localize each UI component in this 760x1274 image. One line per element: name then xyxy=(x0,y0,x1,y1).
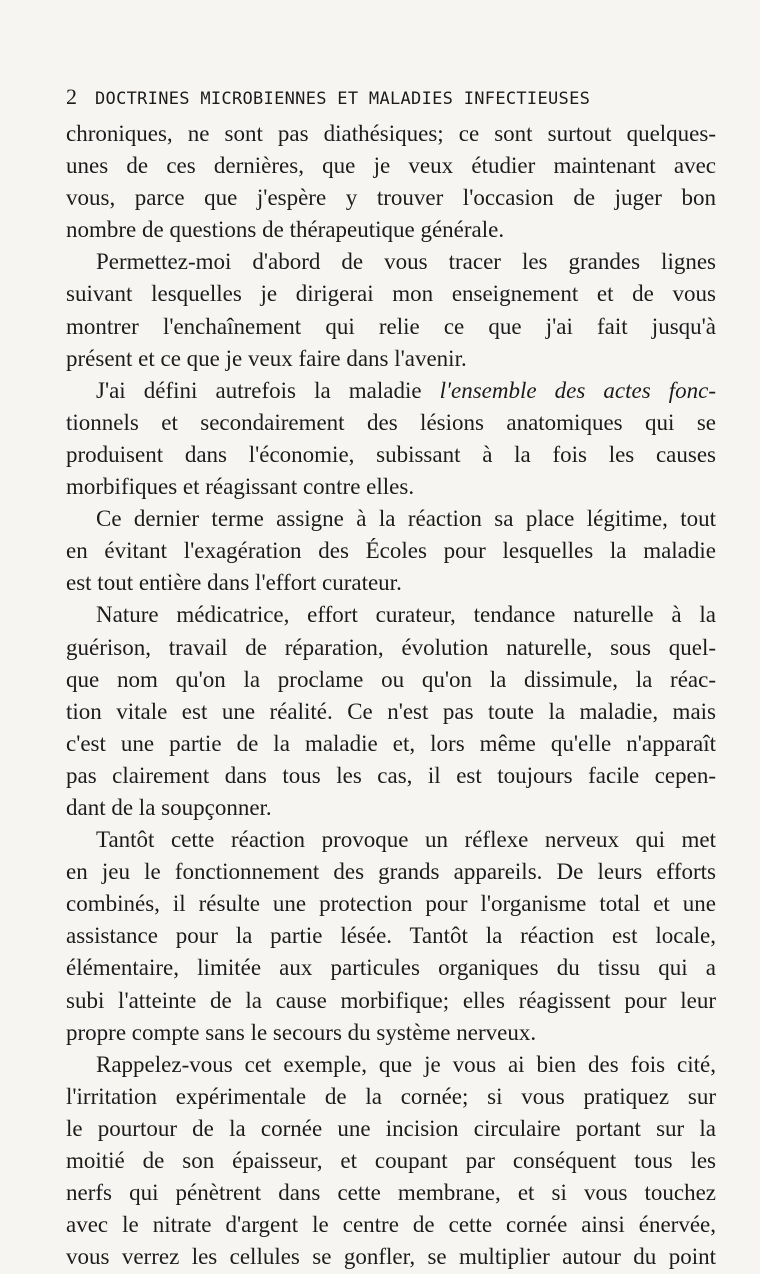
text-line: tion vitale est une réalité. Ce n'est pas toute la maladie, mais xyxy=(66,698,716,724)
text-line: nombre de questions de thérapeutique générale. xyxy=(66,217,505,243)
text-line: assistance pour la partie lésée. Tantôt la réaction est locale, xyxy=(66,923,716,949)
text-line: c'est une partie de la maladie et, lors même qu'elle n'apparaît xyxy=(66,730,716,756)
text-line: Rappelez-vous cet exemple, que je vous ai bien des fois cité, xyxy=(96,1051,716,1077)
body-text xyxy=(66,118,716,1273)
text-line: vous verrez les cellules se gonfler, se multiplier autour du point xyxy=(66,1244,716,1270)
italic-definition-line: tionnels et secondairement des lésions anatomiques qui se xyxy=(66,409,716,435)
text-line: propre compte sans le secours du système nerveux. xyxy=(66,1019,537,1045)
page-number: 2 xyxy=(66,84,77,109)
running-head xyxy=(66,84,720,116)
text-line: est tout entière dans l'effort curateur. xyxy=(66,570,402,596)
text-line xyxy=(66,375,716,407)
text-line: Permettez-moi d'abord de vous tracer les grandes lignes xyxy=(96,249,716,275)
text-line: nerfs qui pénètrent dans cette membrane, et si vous touchez xyxy=(66,1180,716,1206)
text-line: guérison, travail de réparation, évolution naturelle, sous quel- xyxy=(66,634,716,660)
text-line: vous, parce que j'espère y trouver l'occasion de juger bon xyxy=(66,185,716,211)
text-line: en jeu le fonctionnement des grands appareils. De leurs efforts xyxy=(66,859,716,885)
text-line: Nature médicatrice, effort curateur, tendance naturelle à la xyxy=(96,602,716,628)
text-line: dant de la soupçonner. xyxy=(66,794,272,820)
text-line: chroniques, ne sont pas diathésiques; ce sont surtout quelques- xyxy=(66,121,716,146)
text-line: élémentaire, limitée aux particules organiques du tissu qui a xyxy=(66,955,716,981)
running-title: DOCTRINES MICROBIENNES ET MALADIES INFECTIEUSES xyxy=(95,89,591,109)
text-line: unes de ces dernières, que je veux étudier maintenant avec xyxy=(66,153,716,179)
text-line: suivant lesquelles je dirigerai mon enseignement et de vous xyxy=(66,281,716,307)
text-line: présent et ce que je veux faire dans l'avenir. xyxy=(66,345,467,371)
italic-definition: l'ensemble des actes fonc- xyxy=(439,377,716,403)
text-line: en évitant l'exagération des Écoles pour lesquelles la maladie xyxy=(66,538,716,564)
text-line: l'irritation expérimentale de la cornée; si vous pratiquez sur xyxy=(66,1083,716,1109)
text-line: subi l'atteinte de la cause morbifique; elles réagissent pour leur xyxy=(66,987,716,1013)
text-line: pas clairement dans tous les cas, il est toujours facile cepen- xyxy=(66,762,716,788)
text-line: Tantôt cette réaction provoque un réflexe nerveux qui met xyxy=(96,827,716,853)
text-line: montrer l'enchaînement qui relie ce que j'ai fait jusqu'à xyxy=(66,313,716,339)
italic-definition-line: produisent dans l'économie, subissant à la fois les causes xyxy=(66,441,716,467)
italic-definition-line: morbifiques et réagissant contre elles. xyxy=(66,474,415,500)
text-line: le pourtour de la cornée une incision circulaire portant sur la xyxy=(66,1115,716,1141)
text-line: avec le nitrate d'argent le centre de cette cornée ainsi énervée, xyxy=(66,1212,716,1238)
text-line: moitié de son épaisseur, et coupant par conséquent tous les xyxy=(66,1148,716,1173)
text-span: J'ai défini autrefois la maladie xyxy=(96,377,440,403)
text-line: combinés, il résulte une protection pour l'organisme total et une xyxy=(66,891,716,917)
text-line: Ce dernier terme assigne à la réaction sa place légitime, tout xyxy=(96,506,716,532)
text-line: que nom qu'on la proclame ou qu'on la dissimule, la réac- xyxy=(66,666,716,692)
